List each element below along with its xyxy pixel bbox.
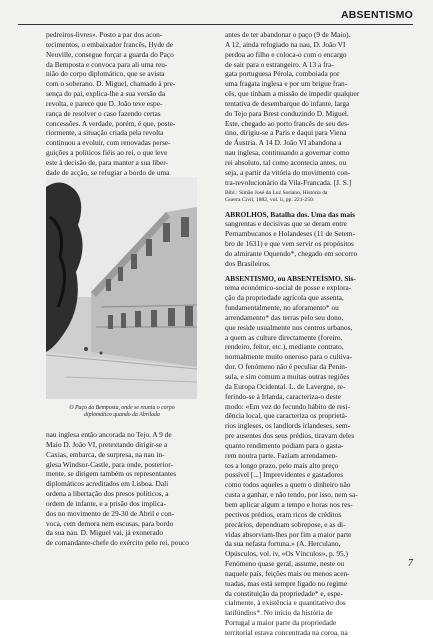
text-line: antes de ter abandonar o paço (9 de Maio). bbox=[225, 30, 351, 39]
text-line: dade de acção, se refugiar a bordo de uma bbox=[46, 167, 170, 177]
text-line: do almirante Oquendo*, chegado em socorro bbox=[225, 248, 358, 258]
text-line: tra-revolucionário da Vila-Francada. [J. S.] bbox=[225, 177, 352, 187]
text-line: tuadas, mas está sempre ligado no regime bbox=[225, 578, 348, 588]
text-line: normalmente muito oneroso para o cultiva- bbox=[225, 352, 353, 362]
text-line: latifúndios*. No início da história de bbox=[225, 608, 333, 618]
text-line: diplomáticos acreditados em Lisboa. Dali bbox=[46, 479, 169, 489]
text-line: dos Brasileiros. bbox=[225, 258, 271, 268]
text-line: tentativa de desembarque do infante, larga bbox=[225, 98, 350, 108]
text-line: sença do pai, explica-lhe a sua versão da bbox=[46, 89, 166, 99]
photo-paco-da-bemposta bbox=[46, 177, 197, 399]
text-line: de sair para o estrangeiro. A 13 a fra- bbox=[225, 59, 334, 69]
text-line: possível [...] Imprevidentes e gastadores bbox=[225, 470, 344, 480]
text-line: rios ingleses, os landlords irlandeses, sem- bbox=[225, 421, 351, 431]
text-line: Maio D. João VI, pretextando dirigir-se a bbox=[46, 439, 168, 449]
text-line: gata portuguesa Pérola, comboiada por bbox=[225, 69, 340, 79]
text-line: nião do corpo diplomático, que se avista bbox=[46, 69, 165, 79]
caption-line: O Paço da Bemposta, onde se reuniu o corpo bbox=[69, 405, 175, 411]
text-line: sangrentas e decisivas que se deram entre bbox=[225, 219, 347, 229]
text-line: modo: «Em vez do fecundo hábito de resi- bbox=[225, 401, 351, 411]
text-line: quanto rendimento podiam para o gasta- bbox=[225, 440, 344, 450]
text-line: ordena a libertação dos presos políticos, a bbox=[46, 489, 169, 499]
page-number: 7 bbox=[407, 558, 413, 569]
text-line: custa a ganhar, e não tendo, por isso, nem sa- bbox=[225, 490, 358, 500]
text-line: ção da propriedade agrícola que assenta, bbox=[225, 293, 344, 303]
text-line: Fenómeno quase geral, assume, neste ou bbox=[225, 559, 345, 569]
text-line: bro de 1631) e que vem servir os propósitos bbox=[225, 239, 354, 249]
text-line: voca, cem demora nem escusas, para bordo bbox=[46, 518, 174, 528]
text-line: nau inglesa então ancorada no Tejo. A 9 de bbox=[46, 430, 172, 439]
text-line: dor. O fenómeno não é peculiar da Penín- bbox=[225, 362, 348, 372]
text-line: este à decisão de, para manter a sua liber- bbox=[46, 157, 168, 167]
text-line: arrendamento* das terras pelo seu dono, bbox=[225, 312, 344, 322]
header-title: ABSENTISMO bbox=[340, 9, 413, 21]
left-column-bottom bbox=[46, 430, 216, 548]
text-line: que reside usualmente nos centros urbanos, bbox=[225, 322, 353, 332]
text-line: da constituição da propriedade* e, espe- bbox=[225, 588, 343, 598]
text-line: sula, e sim comum a muitas outras regiões bbox=[225, 372, 350, 381]
text-line: de comandante-chefe do exército pelo rei, pouco bbox=[46, 538, 189, 548]
text-line: dos no movimento de 29-30 de Abril e con- bbox=[46, 508, 175, 518]
text-line: nau inglesa, continuando a governar como bbox=[225, 148, 350, 158]
text-line: rendeiro, feitor, etc.), mediante contrato, bbox=[225, 342, 344, 352]
text-line: Portugal a maior parte da propriedade bbox=[225, 618, 337, 628]
text-line: riormente, a situação criada pela revolta bbox=[46, 128, 164, 138]
entry-heading-line: ABSENTISMO, ou ABSENTEÍSMO. Sis- bbox=[225, 273, 356, 283]
text-line: tecimentos, o embaixador francês, Hyde de bbox=[46, 39, 174, 49]
text-line: cialmente, à existência e quantitativo dos bbox=[225, 598, 346, 608]
palace-photo-illustration bbox=[46, 177, 197, 399]
text-line: Caxias, embarca, de surpresa, na nau in- bbox=[46, 449, 165, 459]
text-line: rem noutra parte. Faziam arrendamen- bbox=[225, 450, 338, 460]
entry-absentismo bbox=[225, 274, 411, 638]
text-line: da Bemposta e convoca para ali uma reu- bbox=[46, 59, 168, 69]
text-line: precários, dependuam sobrepose, e as di- bbox=[225, 519, 346, 529]
text-line: rança de resolver o caso fazendo certas bbox=[46, 108, 161, 118]
text-line: do Tejo para Brest conduzindo D. Miguel. bbox=[225, 108, 349, 118]
left-column-top bbox=[46, 30, 216, 178]
bibliography-reference bbox=[225, 190, 411, 205]
text-line: A 12, ainda refugiado na nau, D. João VI bbox=[225, 39, 346, 49]
text-line: territorial estava concentrada na coroa, na bbox=[225, 627, 348, 637]
text-line: de Áustria. A 14 D. João VI abandona a bbox=[225, 138, 342, 148]
text-line: perdoa ao filho e coloca-o com o encargo bbox=[225, 49, 347, 59]
text-line: ferindo-se à Irlanda, caracteriza-o deste bbox=[225, 391, 341, 401]
photo-caption bbox=[57, 405, 187, 419]
text-line: pectivos prédios, eram ricos de créditos bbox=[225, 509, 342, 519]
right-column bbox=[225, 30, 411, 638]
text-line: tino, dirigiu-se a Paris e daqui para Viena bbox=[225, 128, 347, 138]
text-line: pre ausentes dos seus prédios, tiravam deles bbox=[225, 431, 355, 441]
caption-line: diplomático quando da Abrilada bbox=[84, 412, 160, 419]
text-line: Neuville, consegue forçar a guarda do Paço bbox=[46, 49, 174, 59]
text-line: mente, se dirigem também os representantes bbox=[46, 469, 177, 479]
text-line: cês, que tinham a missão de impedir qualquer bbox=[225, 89, 360, 99]
text-line: uma fragata inglesa e por um brigue fran- bbox=[225, 79, 348, 89]
text-line: fundamentalmente, no aforamento* ou bbox=[225, 303, 339, 313]
text-line: Este, chegado ao porto francês de seu des- bbox=[225, 118, 350, 128]
text-line: concessões. A verdade, porém, é que, poste- bbox=[46, 118, 176, 128]
text-line: como todos aqueles a quem o dinheiro não bbox=[225, 480, 351, 490]
text-line: tos a longo prazo, pelo mais alto preço bbox=[225, 460, 339, 470]
text-line: bem aplicar algum a tempo e horas nos res- bbox=[225, 499, 353, 509]
text-line: a quem as culture directamente (foreiro, bbox=[225, 332, 343, 342]
entry-heading-line: ABROLHOS, Batalha dos. Uma das mais bbox=[225, 209, 355, 219]
text-line: tema económico-social de posse e explora- bbox=[225, 283, 352, 293]
reference-line: Guerra Civil, 1882, vol. ii, pp. 221-250. bbox=[225, 197, 315, 203]
text-line: vidas absorviam-lhes por fim a maior parte bbox=[225, 529, 352, 539]
entry-abrolhos bbox=[225, 210, 411, 269]
text-line: ordem de infante, e a prisão dos implica- bbox=[46, 498, 166, 508]
text-line: rei absoluto, tal como acontecia antes, ou bbox=[225, 157, 347, 167]
text-line: naquele país, feições mais ou menos acen- bbox=[225, 568, 350, 578]
text-line: da sua nefasta fortuna.» (A. Herculano, bbox=[225, 539, 341, 549]
text-line: glesa Windsor-Castle, para onde, posterior- bbox=[46, 459, 173, 469]
text-line: seja, a partir da vitória do movimento con- bbox=[225, 167, 351, 177]
reference-line: Bibl.: Simão José da Luz Soriano, História da bbox=[225, 189, 328, 196]
text-line: dência local, que caracteriza os proprietá- bbox=[225, 411, 348, 421]
text-line: Opúsculos, vol. iv, «Os Vínculos», p. 95.) bbox=[225, 549, 349, 559]
text-line: da Europa Ocidental. L. de Lavergne, re- bbox=[225, 381, 346, 391]
text-line: guições a políticos fiéis ao rei, o que leve bbox=[46, 148, 168, 158]
text-line: Pernambucanos e Holandeses (11 de Setem- bbox=[225, 229, 356, 239]
running-header bbox=[18, 6, 413, 25]
text-line: com o soberano. D. Miguel, chamado à pre- bbox=[46, 79, 176, 89]
text-line: continuou a evoluir, com renovadas perse- bbox=[46, 138, 171, 148]
text-line: revolta, e parece que D. João teve espe- bbox=[46, 98, 163, 108]
text-line: pedreiros-livres». Posto a par dos acon- bbox=[46, 30, 163, 39]
text-line: da sua nau. D. Miguel vai, já exonerado bbox=[46, 528, 164, 538]
